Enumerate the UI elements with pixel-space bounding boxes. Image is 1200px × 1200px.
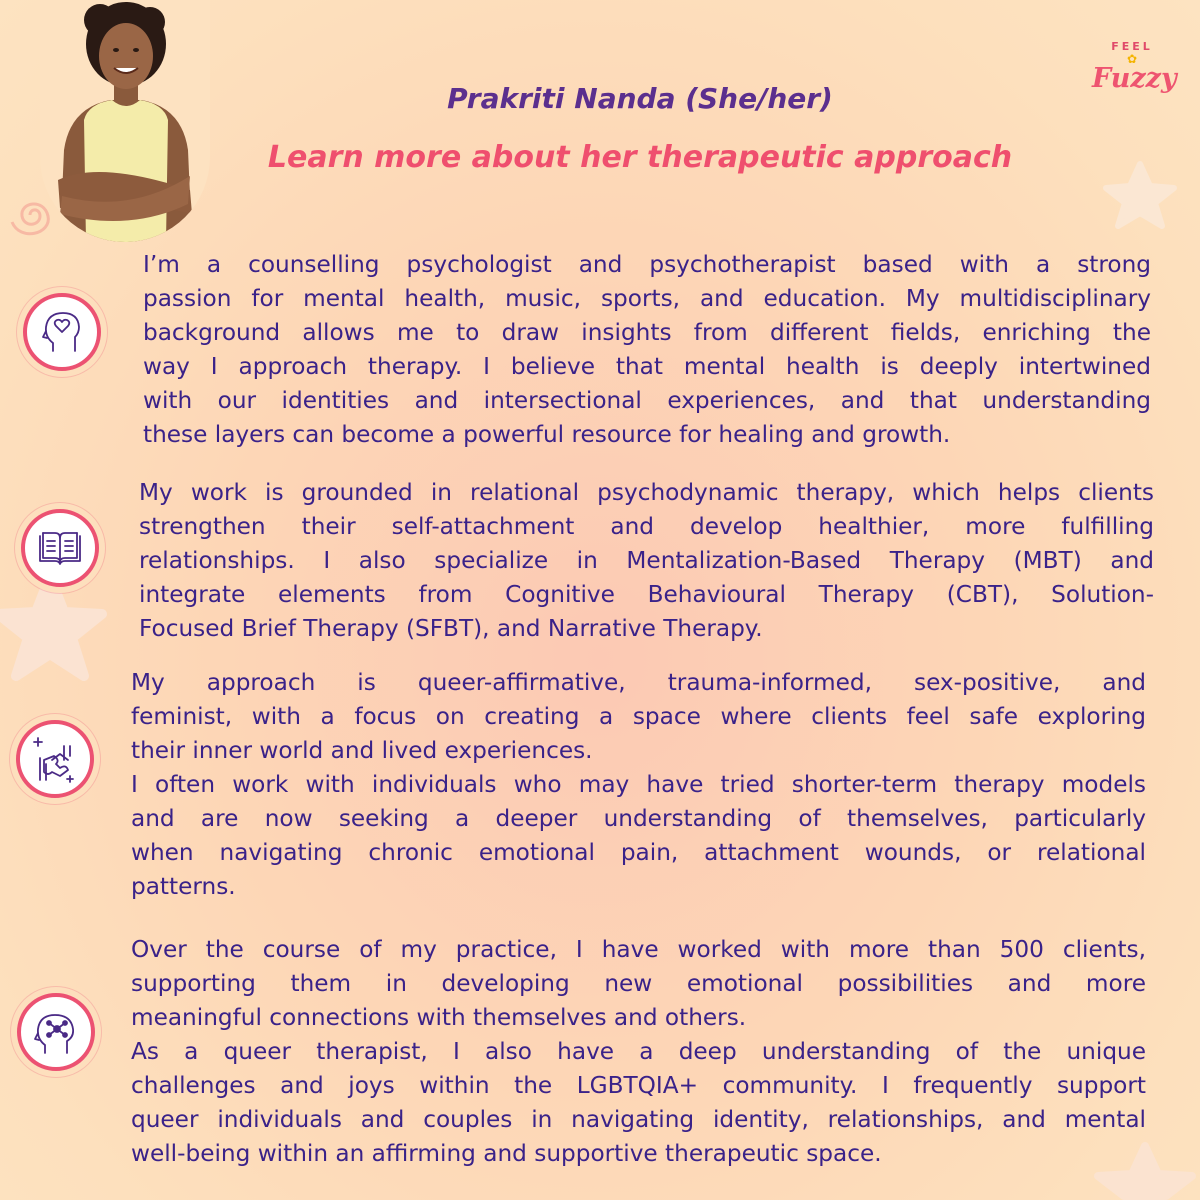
paragraph-line: I often work with individuals who may have tried shorter-term therapy models bbox=[131, 771, 1146, 798]
paragraph-line: well-being within an affirming and supportive therapeutic space. bbox=[131, 1140, 882, 1167]
paragraph-line: queer individuals and couples in navigating identity, relationships, and mental bbox=[131, 1106, 1146, 1133]
bio-paragraph-4 bbox=[131, 933, 1146, 1171]
paragraph-line: patterns. bbox=[131, 873, 236, 900]
bio-paragraph-2 bbox=[139, 476, 1154, 646]
paragraph-line: challenges and joys within the LGBTQIA+ community. I frequently support bbox=[131, 1072, 1146, 1099]
paragraph-line: strengthen their self-attachment and develop healthier, more fulfilling bbox=[139, 513, 1154, 540]
paragraph-line: relationships. I also specialize in Mentalization-Based Therapy (MBT) and bbox=[139, 547, 1154, 574]
paragraph-line: and are now seeking a deeper understanding of themselves, particularly bbox=[131, 805, 1146, 832]
bio-paragraph-3 bbox=[131, 666, 1146, 904]
flower-icon: ✿ bbox=[1126, 52, 1138, 66]
paragraph-line: My work is grounded in relational psychodynamic therapy, which helps clients bbox=[139, 479, 1154, 506]
paragraph-line: with our identities and intersectional experiences, and that understanding bbox=[143, 387, 1151, 414]
head-heart-icon bbox=[37, 307, 87, 357]
paragraph-line: I’m a counselling psychologist and psychotherapist based with a strong bbox=[143, 251, 1151, 278]
paragraph-line: way I approach therapy. I believe that mental health is deeply intertwined bbox=[143, 353, 1151, 380]
badge-puzzle-hands bbox=[16, 720, 94, 798]
page-subtitle: Learn more about her therapeutic approach bbox=[267, 140, 1013, 175]
badge-open-book bbox=[21, 509, 99, 587]
paragraph-line: these layers can become a powerful resource for healing and growth. bbox=[143, 421, 951, 448]
paragraph-line: passion for mental health, music, sports, and education. My multidisciplinary bbox=[143, 285, 1151, 312]
profile-photo bbox=[40, 0, 210, 242]
paragraph-line: meaningful connections with themselves and others. bbox=[131, 1004, 747, 1031]
paragraph-line: Focused Brief Therapy (SFBT), and Narrative Therapy. bbox=[139, 615, 763, 642]
paragraph-line: feminist, with a focus on creating a space where clients feel safe exploring bbox=[131, 703, 1146, 730]
open-book-icon bbox=[35, 523, 85, 573]
paragraph-line: supporting them in developing new emotional possibilities and more bbox=[131, 970, 1146, 997]
paragraph-line: My approach is queer-affirmative, trauma-informed, sex-positive, and bbox=[131, 669, 1146, 696]
head-network-icon bbox=[31, 1007, 81, 1057]
logo-feel-text: FEEL bbox=[1111, 40, 1153, 53]
star-decoration bbox=[0, 570, 110, 690]
logo-fuzzy-text: Fuzzy bbox=[1092, 63, 1177, 94]
paragraph-line: when navigating chronic emotional pain, attachment wounds, or relational bbox=[131, 839, 1146, 866]
bio-paragraph-1 bbox=[143, 248, 1151, 452]
paragraph-line: their inner world and lived experiences. bbox=[131, 737, 593, 764]
paragraph-line: As a queer therapist, I also have a deep understanding of the unique bbox=[131, 1038, 1146, 1065]
badge-head-network bbox=[17, 993, 95, 1071]
page-title: Prakriti Nanda (She/her) bbox=[447, 82, 833, 115]
paragraph-line: background allows me to draw insights from different fields, enriching the bbox=[143, 319, 1151, 346]
paragraph-line: Over the course of my practice, I have worked with more than 500 clients, bbox=[131, 936, 1146, 963]
badge-head-heart bbox=[23, 293, 101, 371]
puzzle-hands-icon bbox=[30, 734, 80, 784]
paragraph-line: integrate elements from Cognitive Behavioural Therapy (CBT), Solution- bbox=[139, 581, 1154, 608]
